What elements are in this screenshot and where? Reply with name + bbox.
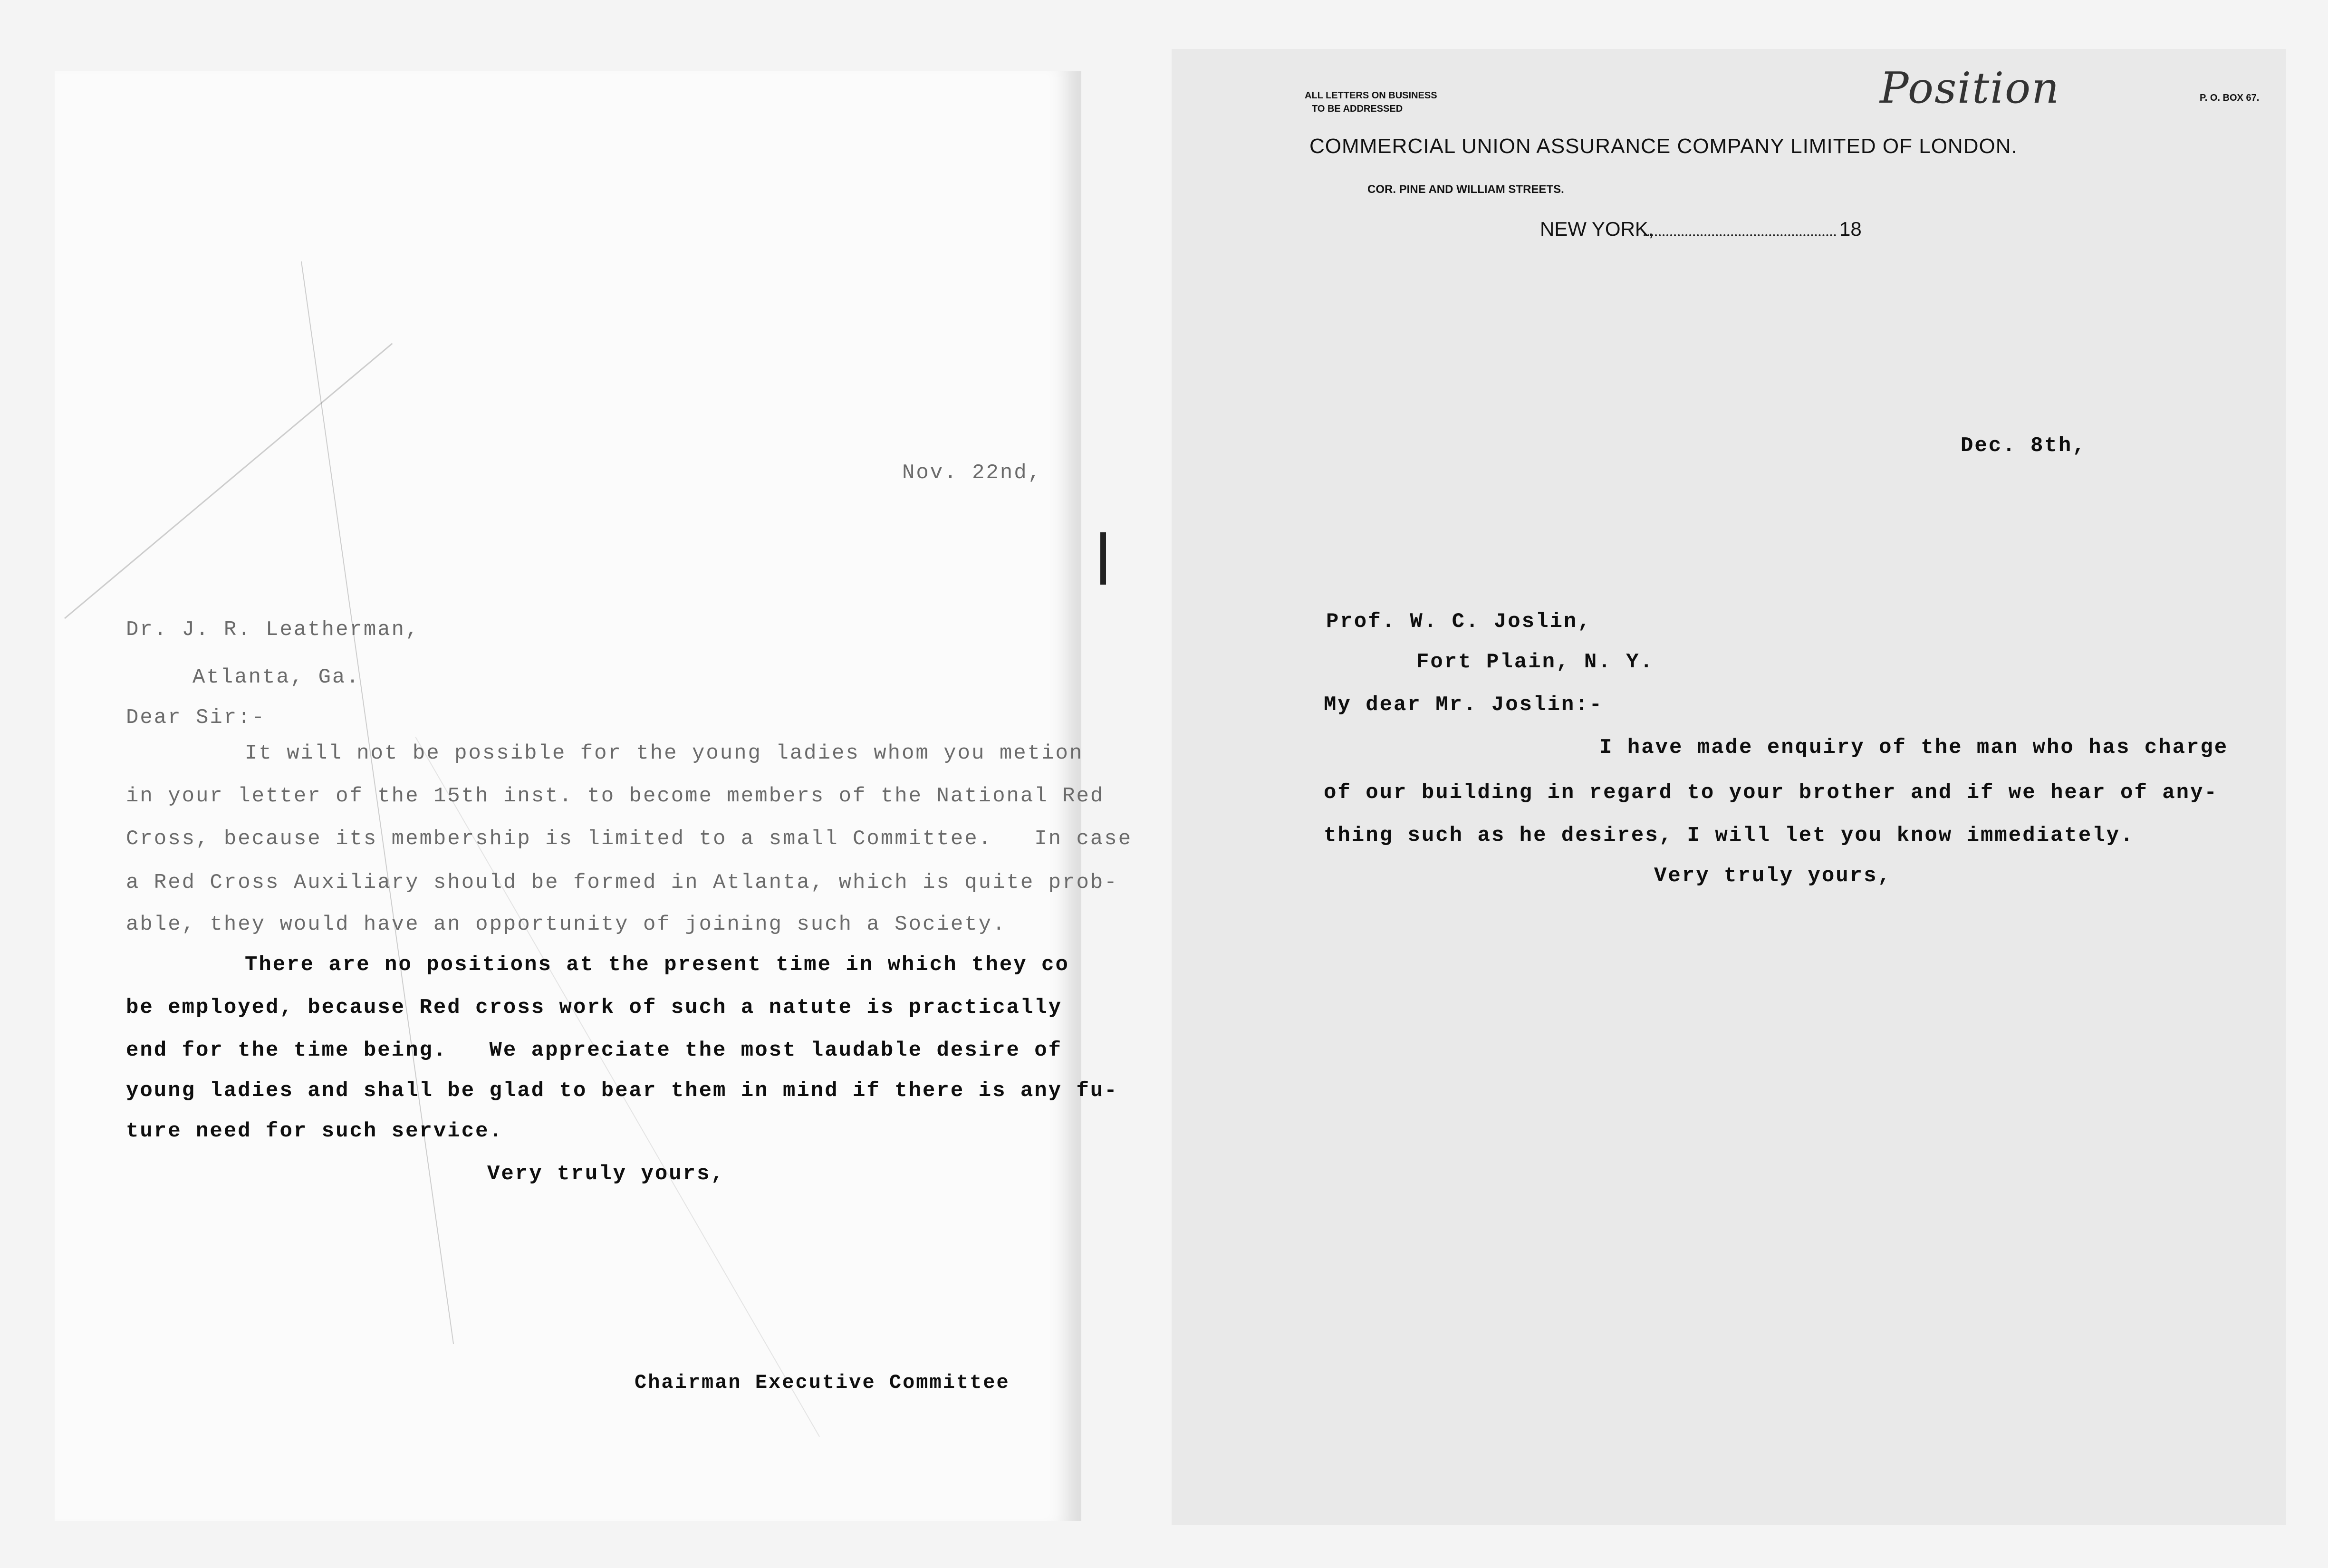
left-letter-page <box>55 71 1133 1521</box>
company-name: COMMERCIAL UNION ASSURANCE COMPANY LIMITED OF LONDON. <box>1309 135 2018 158</box>
right-letter-page <box>1172 49 2286 1525</box>
body-line: There are no positions at the present time in which they co <box>245 953 1069 977</box>
letterhead-city: NEW YORK, <box>1540 218 1654 240</box>
body-line: able, they would have an opportunity of joining such a Society. <box>126 913 1007 936</box>
recipient-name: Dr. J. R. Leatherman, <box>126 618 420 642</box>
salutation: Dear Sir:- <box>126 706 266 730</box>
body-line: It will not be possible for the young ladies whom you metion <box>245 741 1084 765</box>
letter-date: Dec. 8th, <box>1961 434 2087 458</box>
closing: Very truly yours, <box>487 1162 725 1186</box>
body-line: thing such as he desires, I will let you know immediately. <box>1324 824 2135 847</box>
recipient-name: Prof. W. C. Joslin, <box>1326 610 1592 634</box>
body-line: ture need for such service. <box>126 1119 503 1143</box>
letterhead-street: COR. PINE AND WILLIAM STREETS. <box>1367 183 1564 196</box>
paper-crease <box>64 343 393 619</box>
body-line: of our building in regard to your brother and if we hear of any- <box>1324 781 2218 805</box>
closing: Very truly yours, <box>1654 864 1892 888</box>
letterhead-address-note: ALL LETTERS ON BUSINESS <box>1305 90 1437 101</box>
recipient-city: Atlanta, Ga. <box>192 665 360 689</box>
binding-mark <box>1100 532 1106 585</box>
body-line: in your letter of the 15th inst. to become members of the National Red <box>126 784 1105 808</box>
body-line: end for the time being. We appreciate the most laudable desire of <box>126 1039 1063 1062</box>
letterhead-po-box: P. O. BOX 67. <box>2200 93 2260 103</box>
recipient-city: Fort Plain, N. Y. <box>1416 650 1654 674</box>
letterhead-year-prefix: 18 <box>1839 218 1862 240</box>
body-line: young ladies and shall be glad to bear them in mind if there is any fu- <box>126 1079 1118 1103</box>
signature-title: Chairman Executive Committee <box>635 1371 1010 1394</box>
body-line: Cross, because its membership is limited to a small Committee. In case <box>126 827 1133 851</box>
handwritten-note: Position <box>1880 63 2060 113</box>
letterhead-address-note: TO BE ADDRESSED <box>1312 104 1403 114</box>
date-line <box>1644 234 1836 236</box>
body-line: be employed, because Red cross work of such a natute is practically <box>126 996 1063 1020</box>
body-line: I have made enquiry of the man who has charge <box>1599 736 2229 760</box>
salutation: My dear Mr. Joslin:- <box>1324 693 1604 717</box>
body-line: a Red Cross Auxiliary should be formed in Atlanta, which is quite prob- <box>126 871 1118 895</box>
letter-date: Nov. 22nd, <box>902 461 1042 485</box>
